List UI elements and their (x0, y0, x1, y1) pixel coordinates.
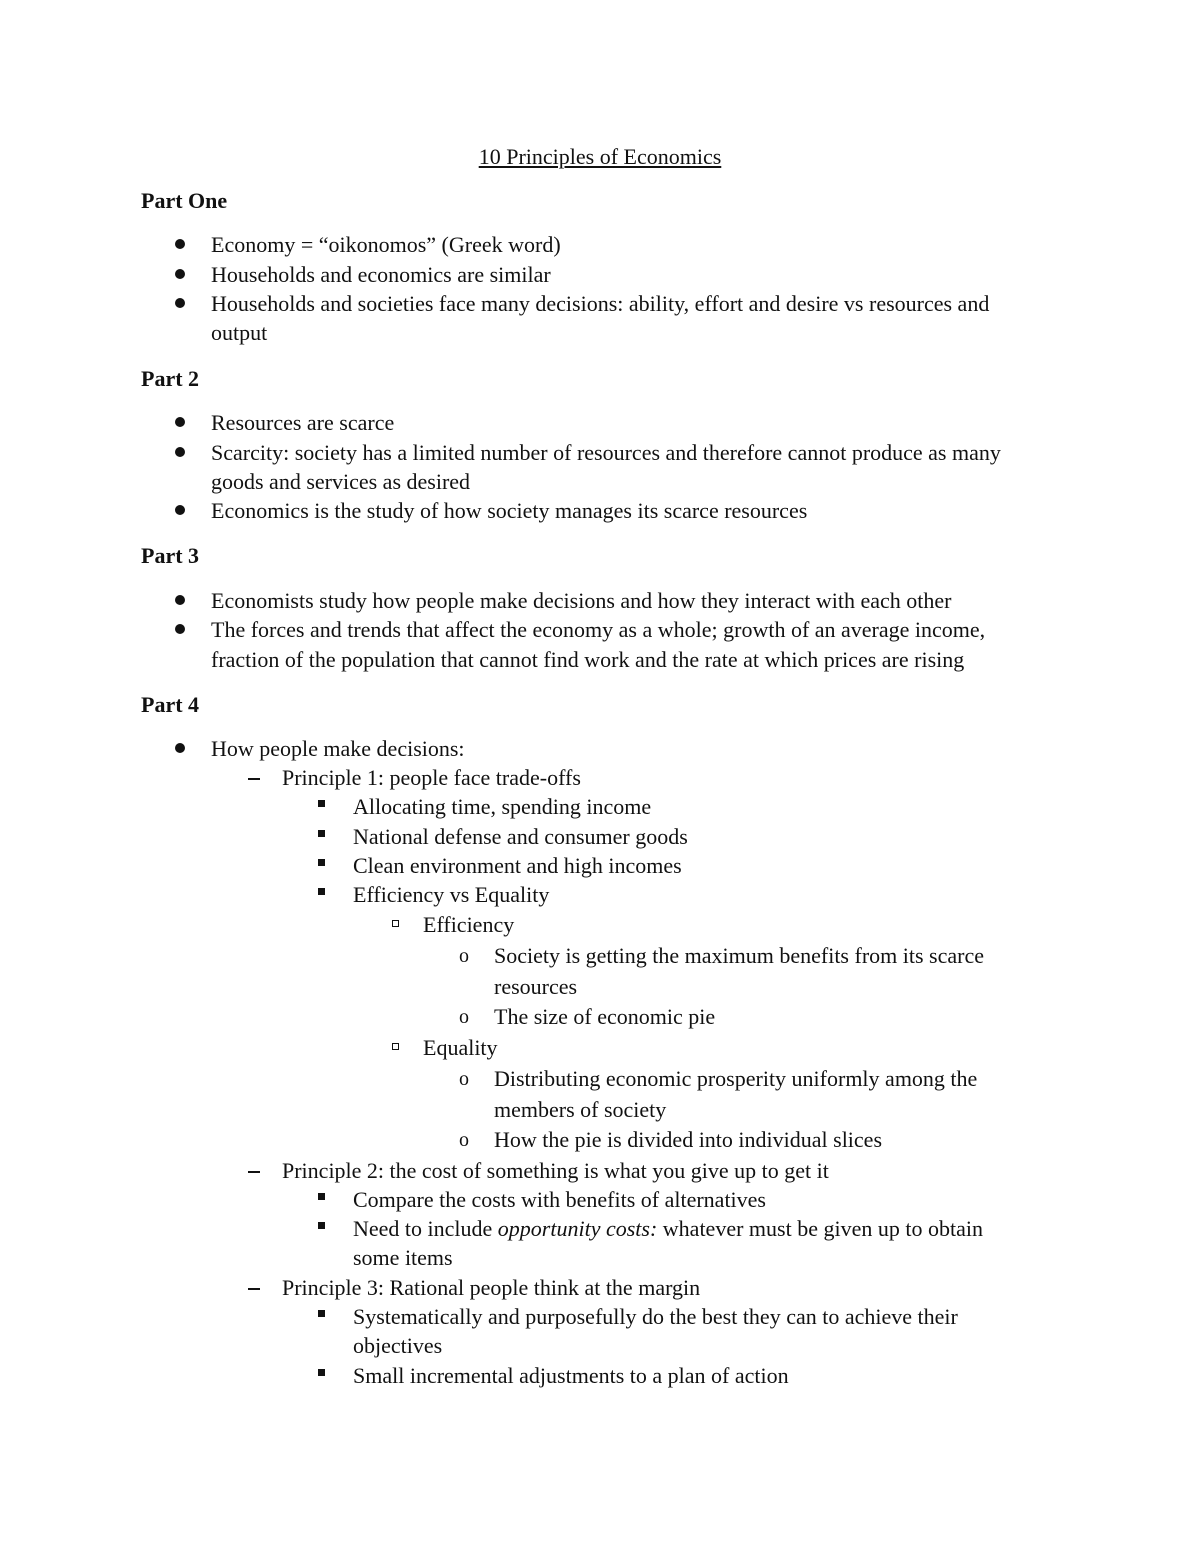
detail-item-continuation: members of society (494, 1097, 667, 1122)
sub-item: Allocating time, spending income (353, 794, 652, 819)
document-title: 10 Principles of Economics (478, 144, 722, 169)
list-item: How people make decisions: (211, 736, 465, 761)
square-bullet (318, 1369, 325, 1376)
list-item: The forces and trends that affect the economy as a whole; growth of an average income, (211, 617, 986, 642)
list-item: Economics is the study of how society manages its scarce resources (211, 498, 808, 523)
bullet-dot (175, 447, 185, 457)
bullet-dot (175, 417, 185, 427)
bullet-dot (175, 269, 185, 279)
list-item: Households and societies face many decisions: ability, effort and desire vs resources and (211, 291, 990, 316)
sub-sub-item: Equality (423, 1035, 498, 1060)
list-item: Households and economics are similar (211, 262, 551, 287)
list-item-continuation: fraction of the population that cannot find work and the rate at which prices are rising (211, 647, 965, 672)
list-item: Economists study how people make decisions and how they interact with each other (211, 588, 952, 613)
hollow-square-bullet (392, 1043, 399, 1050)
o-marker: o (459, 1129, 469, 1151)
list-item: Scarcity: society has a limited number of resources and therefore cannot produce as many (211, 440, 1001, 465)
sub-item-continuation: objectives (353, 1333, 443, 1358)
detail-item-continuation: resources (494, 974, 578, 999)
square-bullet (318, 1193, 325, 1200)
part-one-heading: Part One (141, 188, 228, 213)
detail-item: How the pie is divided into individual slices (494, 1127, 883, 1152)
dash-marker (248, 1288, 260, 1290)
principle-item: Principle 1: people face trade-offs (282, 765, 581, 790)
square-bullet (318, 859, 325, 866)
sub-item-continuation: some items (353, 1245, 453, 1270)
detail-item: Distributing economic prosperity uniformly among the (494, 1066, 978, 1091)
o-marker: o (459, 1068, 469, 1090)
list-item-continuation: goods and services as desired (211, 469, 471, 494)
part-2-heading: Part 2 (141, 366, 200, 391)
part-4-heading: Part 4 (141, 692, 200, 717)
hollow-square-bullet (392, 920, 399, 927)
part-3-heading: Part 3 (141, 543, 200, 568)
o-marker: o (459, 945, 469, 967)
dash-marker (248, 778, 260, 780)
list-item-continuation: output (211, 320, 268, 345)
square-bullet (318, 800, 325, 807)
principle-item: Principle 2: the cost of something is what you give up to get it (282, 1158, 829, 1183)
sub-item: Systematically and purposefully do the best they can to achieve their (353, 1304, 958, 1329)
bullet-dot (175, 624, 185, 634)
square-bullet (318, 1310, 325, 1317)
sub-item-text: Need to include (353, 1216, 498, 1241)
bullet-dot (175, 743, 185, 753)
sub-item: Clean environment and high incomes (353, 853, 682, 878)
list-item: Resources are scarce (211, 410, 395, 435)
sub-sub-item: Efficiency (423, 912, 515, 937)
dash-marker (248, 1171, 260, 1173)
o-marker: o (459, 1006, 469, 1028)
sub-item: National defense and consumer goods (353, 824, 688, 849)
sub-item: Efficiency vs Equality (353, 882, 550, 907)
square-bullet (318, 830, 325, 837)
sub-item: Compare the costs with benefits of alternatives (353, 1187, 766, 1212)
square-bullet (318, 1222, 325, 1229)
bullet-dot (175, 595, 185, 605)
sub-item: Small incremental adjustments to a plan of action (353, 1363, 789, 1388)
square-bullet (318, 888, 325, 895)
sub-item (353, 1214, 983, 1244)
detail-item: Society is getting the maximum benefits from its scarce (494, 943, 984, 968)
principle-item: Principle 3: Rational people think at the margin (282, 1275, 701, 1300)
sub-item-text: whatever must be given up to obtain (657, 1216, 983, 1241)
bullet-dot (175, 239, 185, 249)
list-item: Economy = “oikonomos” (Greek word) (211, 232, 561, 257)
detail-item: The size of economic pie (494, 1004, 716, 1029)
bullet-dot (175, 298, 185, 308)
bullet-dot (175, 505, 185, 515)
opportunity-costs-term: opportunity costs: (497, 1216, 658, 1241)
